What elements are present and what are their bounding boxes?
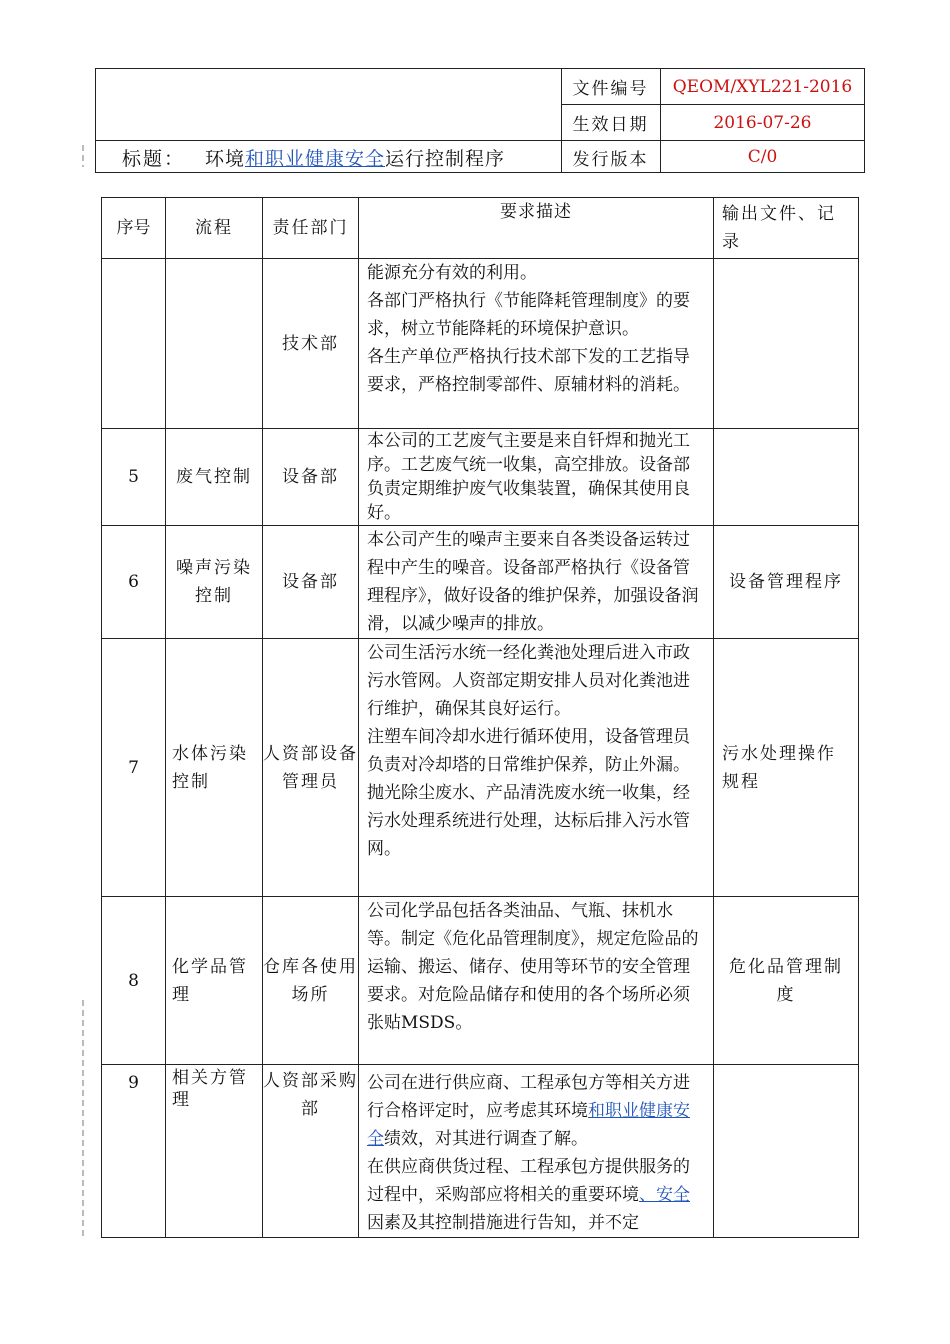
requirement-paragraph <box>367 1069 705 1153</box>
column-header-dept: 责任部门 <box>263 198 359 259</box>
requirement-text: 因素及其控制措施进行告知，并不定 <box>367 1213 639 1233</box>
row-dept: 设备部 <box>263 429 359 526</box>
effective-date-label: 生效日期 <box>572 115 649 135</box>
table-row <box>102 429 859 526</box>
row-requirement <box>359 526 714 639</box>
row-dept: 人资部采购部 <box>263 1065 359 1238</box>
title-text <box>205 144 505 171</box>
row-output: 污水处理操作规程 <box>714 639 859 897</box>
row-no: 6 <box>102 526 166 639</box>
row-no: 8 <box>102 897 166 1065</box>
doc-no-value: QEOM/XYL221-2016 <box>672 76 853 97</box>
row-requirement <box>359 639 714 897</box>
requirement-paragraph: 各生产单位严格执行技术部下发的工艺指导要求，严格控制零部件、原辅材料的消耗。 <box>367 347 690 395</box>
row-output <box>714 1065 859 1238</box>
table-header-row <box>102 198 859 259</box>
operation-control-table <box>101 197 859 1238</box>
requirement-paragraph: 各部门严格执行《节能降耗管理制度》的要求，树立节能降耗的环境保护意识。 <box>367 291 690 339</box>
requirement-link[interactable]: 、安全 <box>639 1185 690 1205</box>
row-requirement <box>359 259 714 429</box>
row-dept: 技术部 <box>263 259 359 429</box>
title-link[interactable]: 和职业健康安全 <box>245 147 386 170</box>
row-no: 7 <box>102 639 166 897</box>
row-flow: 水体污染控制 <box>166 639 263 897</box>
column-header-output: 输出文件、记录 <box>714 198 859 259</box>
doc-no-label: 文件编号 <box>572 79 649 99</box>
requirement-paragraph: 本公司的工艺废气主要是来自钎焊和抛光工序。工艺废气统一收集，高空排放。设备部负责定期维护废气收集装置，确保其使用良好。 <box>367 431 690 523</box>
row-no: 9 <box>102 1065 166 1238</box>
row-flow: 化学品管理 <box>166 897 263 1065</box>
title-part: 环境 <box>205 147 246 170</box>
row-output: 危化品管理制度 <box>714 897 859 1065</box>
requirement-text: 公司在进行供应商、工程承包方等相关方进行合格评定时，应考虑其环境 <box>367 1073 690 1121</box>
title-part: 运行控制程序 <box>385 147 506 170</box>
row-requirement <box>359 897 714 1065</box>
table-row <box>102 526 859 639</box>
row-requirement <box>359 429 714 526</box>
row-output: 设备管理程序 <box>714 526 859 639</box>
requirement-text: 在供应商供货过程、工程承包方提供服务的过程中，采购部应将相关的重要环境 <box>367 1157 690 1205</box>
row-dept: 人资部设备管理员 <box>263 639 359 897</box>
document-title <box>96 140 561 174</box>
requirement-paragraph: 本公司产生的噪声主要来自各类设备运转过程中产生的噪音。设备部严格执行《设备管理程序》，做好设备的维护保养，加强设备润滑，以减少噪声的排放。 <box>367 530 699 634</box>
requirement-paragraph: 抛光除尘废水、产品清洗废水统一收集，经污水处理系统进行处理，达标后排入污水管网。 <box>367 783 690 859</box>
row-flow <box>166 259 263 429</box>
row-output <box>714 259 859 429</box>
requirement-paragraph: 注塑车间冷却水进行循环使用，设备管理员负责对冷却塔的日常维护保养，防止外漏。 <box>367 727 690 775</box>
version-value: C/0 <box>747 147 778 167</box>
column-header-requirement: 要求描述 <box>359 198 714 259</box>
row-dept: 仓库各使用场所 <box>263 897 359 1065</box>
requirement-text: 绩效，对其进行调查了解。 <box>384 1129 588 1149</box>
table-row <box>102 259 859 429</box>
title-label: 标题： <box>122 147 186 170</box>
requirement-paragraph <box>367 1153 705 1237</box>
row-requirement <box>359 1065 714 1238</box>
requirement-paragraph: 公司生活污水统一经化粪池处理后进入市政污水管网。人资部定期安排人员对化粪池进行维护，确保其良好运行。 <box>367 643 690 719</box>
version-label: 发行版本 <box>572 149 649 170</box>
row-flow: 相关方管理 <box>166 1065 263 1238</box>
row-dept: 设备部 <box>263 526 359 639</box>
row-no <box>102 259 166 429</box>
requirement-paragraph: 能源充分有效的利用。 <box>367 263 537 283</box>
effective-date-value: 2016-07-26 <box>713 112 812 133</box>
margin-mark <box>82 1000 84 1240</box>
row-flow: 废气控制 <box>166 429 263 526</box>
row-output <box>714 429 859 526</box>
requirement-paragraph: 公司化学品包括各类油品、气瓶、抹机水等。制定《危化品管理制度》，规定危险品的运输、搬运、储存、使用等环节的安全管理要求。对危险品储存和使用的各个场所必须张贴MSDS。 <box>367 901 699 1033</box>
column-header-flow: 流程 <box>166 198 263 259</box>
requirement-link[interactable]: 和职业健康安全 <box>367 1101 690 1149</box>
row-flow: 噪声污染控制 <box>166 526 263 639</box>
margin-mark <box>82 145 84 167</box>
table-row <box>102 897 859 1065</box>
table-row <box>102 639 859 897</box>
column-header-no: 序号 <box>102 198 166 259</box>
row-no: 5 <box>102 429 166 526</box>
document-header <box>95 68 865 173</box>
table-row <box>102 1065 859 1238</box>
